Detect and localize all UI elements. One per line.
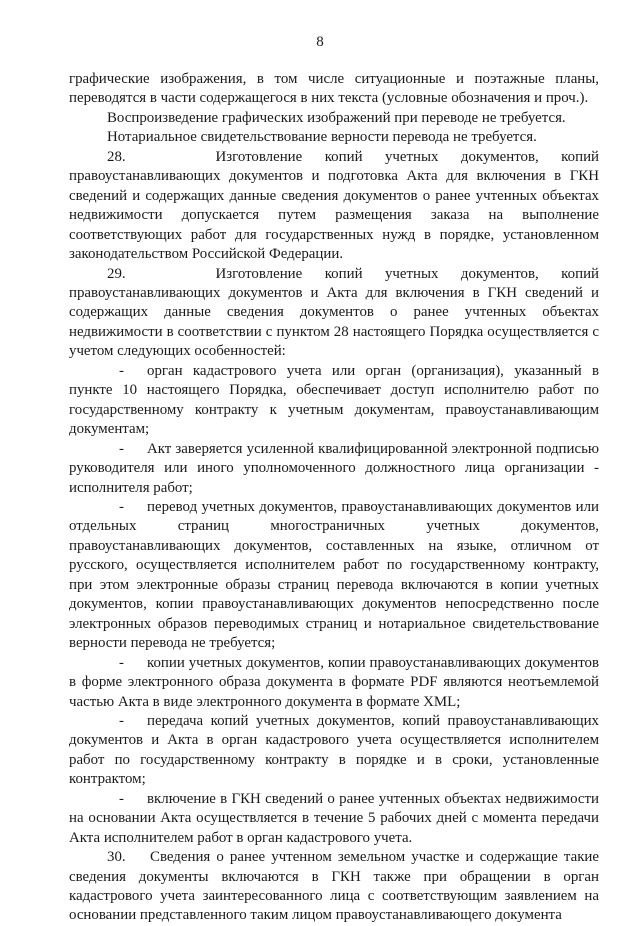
- graphics-note-paragraph: Воспроизведение графических изображений при переводе не требуется.: [107, 109, 566, 126]
- notary-note-paragraph: Нотариальное свидетельствование верности перевода не требуется.: [107, 129, 537, 146]
- bullet-text: копии учетных документов, копии правоустанавливающих документов в форме электронного образа документа в формате PDF являются неотъемлемой частью Акта в виде электронного документа в формате XML;: [69, 654, 599, 710]
- item-30-paragraph: [69, 848, 599, 926]
- document-body: [69, 70, 599, 926]
- bullet-text: орган кадастрового учета или орган (организация), указанный в пункте 10 настоящего Порядка, обеспечивает доступ исполнителю работ по государственному контракту к учетным документам, правоустанавливающим документам;: [69, 362, 599, 438]
- bullet-text: передача копий учетных документов, копий правоустанавливающих документов и Акта в орган кадастрового учета осуществляется исполнителем работ по государственному контракту в порядке и в сроки, установленные контрактом;: [69, 712, 599, 788]
- bullet-text: Акт заверяется усиленной квалифицированной электронной подписью руководителя или иного уполномоченного должностного лица организации - исполнителя работ;: [69, 440, 599, 496]
- bullet-text: перевод учетных документов, правоустанавливающих документов или отдельных страниц многостраничных учетных документов, правоустанавливающих документов, составленных на языке, отличном от русского, осуществляется исполнителем работ по государственному контракту, при этом электронные образы страниц перевода включаются в копии учетных документов, копии правоустанавливающих документов непосредственно после электронных образов переводимых страниц и нотариальное свидетельствование верности перевода не требуется;: [69, 498, 599, 652]
- item-30-text: Сведения о ранее учтенном земельном участке и содержащие такие сведения документы включаются в ГКН также при обращении в орган кадастрового учета заинтересованного лица с соответствующим заявлением на основании представленного таким лицом правоустанавливающего документа: [69, 849, 600, 924]
- item-28-text: Изготовление копий учетных документов, копий правоустанавливающих документов и подготовка Акта для включения в ГКН сведений и содержащих данные сведения документов о ранее учтенных объектах недвижимости допускается путем размещения заказа на выполнение соответствующих работ для государственных нужд в порядке, установленном законодательством Российской Федерации.: [69, 148, 600, 263]
- bullet-dash: -: [119, 498, 124, 515]
- bullet-dash: -: [119, 654, 124, 671]
- bullet-dash: -: [119, 712, 124, 729]
- bullet-dash: -: [119, 362, 124, 379]
- item-29-bullet-5: [69, 712, 599, 790]
- item-29-bullet-6: [69, 790, 599, 848]
- item-29-bullet-1: [69, 362, 599, 440]
- bullet-dash: -: [119, 790, 124, 807]
- item-29-bullet-3: [69, 498, 599, 654]
- item-29-bullet-4: [69, 654, 599, 712]
- item-30-number: 30.: [107, 849, 126, 866]
- item-29-text: Изготовление копий учетных документов, копий правоустанавливающих документов и Акта для включения в ГКН сведений и содержащих данные сведения документов о ранее учтенных объектах недвижимости в соответствии с пунктом 28 настоящего Порядка осуществляется с учетом следующих особенностей:: [69, 265, 600, 360]
- item-28-number: 28.: [107, 148, 126, 165]
- page-number: 8: [316, 34, 324, 50]
- bullet-text: включение в ГКН сведений о ранее учтенных объектах недвижимости на основании Акта осуществляется в течение 5 рабочих дней с момента передачи Акта исполнителем работ в орган кадастрового учета.: [69, 790, 599, 846]
- item-28-paragraph: [69, 148, 599, 265]
- continuation-paragraph: графические изображения, в том числе ситуационные и поэтажные планы, переводятся в части содержащегося в них текста (условные обозначения и проч.).: [69, 71, 599, 107]
- bullet-dash: -: [119, 440, 124, 457]
- item-29-paragraph: [69, 265, 599, 362]
- item-29-bullet-2: [69, 440, 599, 498]
- item-29-number: 29.: [107, 265, 126, 282]
